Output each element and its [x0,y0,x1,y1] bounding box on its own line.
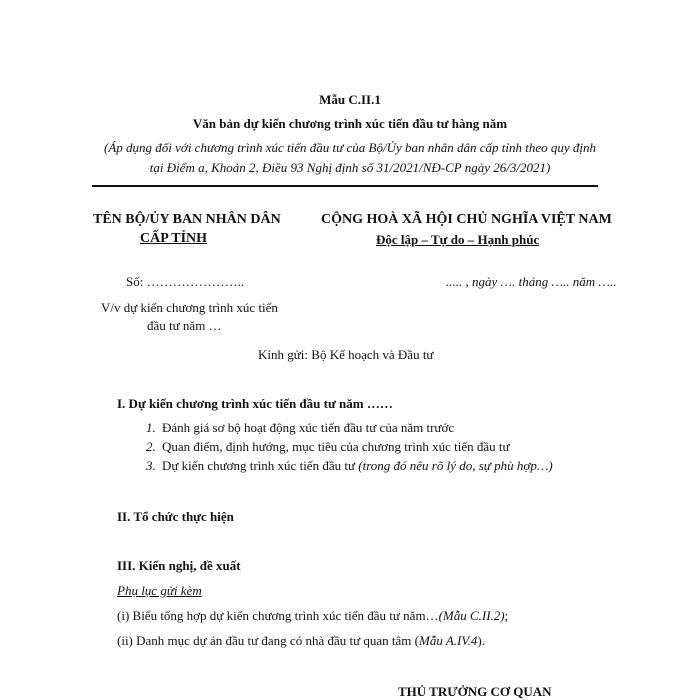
document-number: Số: ………………….. [126,274,245,289]
subject-line-2: đầu tư năm … [147,318,222,333]
agency-name-line-2: CẤP TỈNH [140,231,208,246]
recipient-line: Kính gửi: Bộ Kế hoạch và Đầu tư [258,347,434,362]
list-item-number: 2. [146,439,156,454]
list-item-note: (trong đó nêu rõ lý do, sự phù hợp…) [358,458,553,473]
list-item-number: 1. [146,420,156,435]
appendix-item [117,633,485,649]
appendix-item-ref: (Mẫu C.II.2) [438,608,505,623]
appendix-item-tail: ; [504,608,509,623]
section-3-heading: III. Kiến nghị, đề xuất [117,558,241,573]
appendix-item-text: (i) Biểu tổng hợp dự kiến chương trình xúc tiến đầu tư năm… [117,608,439,623]
appendix-item-text: (ii) Danh mục dự án đầu tư đang có nhà đầu tư quan tâm ( [117,633,419,648]
appendix-item-ref: Mẫu A.IV.4 [419,633,478,648]
signature-title: THỦ TRƯỞNG CƠ QUAN [398,684,552,699]
nation-heading: CỘNG HOÀ XÃ HỘI CHỦ NGHĨA VIỆT NAM [321,212,612,227]
list-item [146,420,454,436]
applicability-line-2: tại Điểm a, Khoản 2, Điều 93 Nghị định số 31/2021/NĐ-CP ngày 26/3/2021) [149,160,551,175]
date-line: ..... , ngày …. tháng ….. năm ….. [446,274,617,289]
appendix-item-tail: ). [477,633,485,648]
section-2-heading: II. Tổ chức thực hiện [117,509,234,524]
appendix-item [117,608,508,624]
document-title: Văn bản dự kiến chương trình xúc tiến đầu tư hàng năm [192,116,508,131]
list-item [146,439,510,455]
subject-line-1: V/v dự kiến chương trình xúc tiến [101,300,278,315]
agency-name-line-1: TÊN BỘ/ỦY BAN NHÂN DÂN [93,212,281,227]
header-divider [92,185,598,187]
national-motto: Độc lập – Tự do – Hạnh phúc [376,232,540,247]
list-item [146,458,553,474]
list-item-text: Đánh giá sơ bộ hoạt động xúc tiến đầu tư của năm trước [162,420,455,435]
appendix-label: Phụ lục gửi kèm [117,583,202,598]
list-item-number: 3. [146,458,156,473]
list-item-text: Dự kiến chương trình xúc tiến đầu tư [162,458,359,473]
list-item-text: Quan điểm, định hướng, mục tiêu của chương trình xúc tiến đầu tư [162,439,510,454]
form-code: Mẫu C.II.1 [319,92,381,107]
applicability-line-1: (Áp dụng đối với chương trình xúc tiến đầu tư của Bộ/Ủy ban nhân dân cấp tỉnh theo quy định [103,140,596,155]
section-1-heading: I. Dự kiến chương trình xúc tiến đầu tư năm …… [117,396,393,411]
